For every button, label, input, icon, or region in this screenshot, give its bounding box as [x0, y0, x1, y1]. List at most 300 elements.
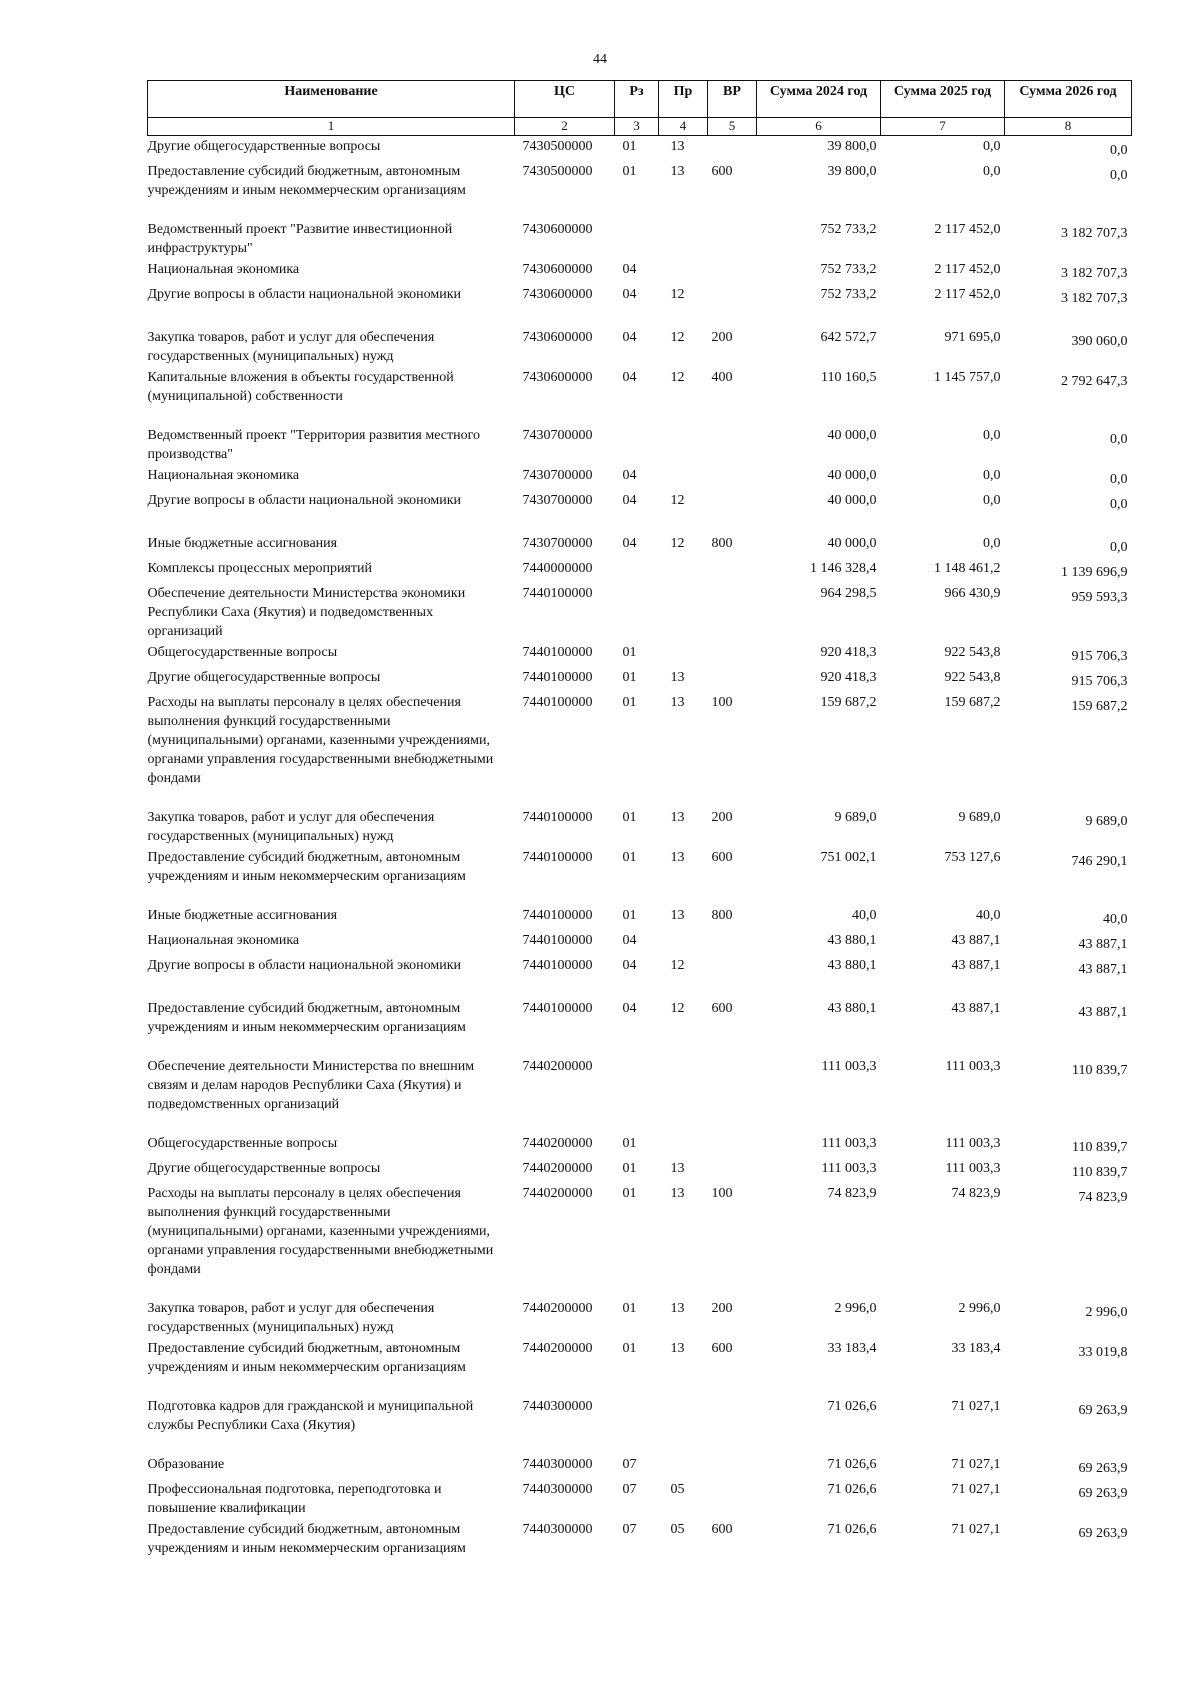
- row-vr-cell: [708, 1479, 757, 1519]
- row-sum-2025-cell: 2 117 452,0: [934, 222, 1001, 237]
- row-vr-cell: [708, 1158, 757, 1183]
- row-sum-2024-cell: 71 026,6: [827, 1399, 877, 1414]
- row-cs-cell: 7430700000: [522, 428, 593, 443]
- row-name-cell: Общегосударственные вопросы: [147, 645, 338, 660]
- row-vr-cell: [708, 955, 757, 998]
- row-sum-2026-cell: 915 706,3: [1071, 649, 1128, 664]
- row-sum-2025-cell: 159 687,2: [944, 695, 1001, 710]
- row-vr-cell: 100: [711, 1186, 733, 1201]
- row-sum-2025-cell: 0,0: [983, 536, 1001, 551]
- row-rz-cell: [615, 583, 659, 642]
- row-vr-cell: 600: [711, 1341, 733, 1356]
- row-vr-cell: [708, 1396, 757, 1454]
- table-row: [148, 259, 1132, 284]
- table-body: [148, 136, 1132, 1560]
- table-row: [148, 1479, 1132, 1519]
- row-sum-2026-cell: 959 593,3: [1071, 590, 1128, 605]
- row-rz-cell: 04: [622, 536, 637, 551]
- row-sum-2024-cell: 71 026,6: [827, 1482, 877, 1497]
- row-sum-2026-cell: 915 706,3: [1071, 674, 1128, 689]
- row-sum-2026-cell: 1 139 696,9: [1061, 565, 1128, 580]
- row-sum-2024-cell: 40 000,0: [827, 428, 877, 443]
- row-vr-cell: 200: [711, 1301, 733, 1316]
- row-sum-2025-cell: 74 823,9: [951, 1186, 1001, 1201]
- row-pr-cell: 12: [670, 493, 685, 508]
- table-header-row: [148, 81, 1132, 118]
- row-cs-cell: 7440200000: [522, 1059, 593, 1074]
- row-cs-cell: 7440100000: [522, 586, 593, 601]
- row-sum-2025-cell: 111 003,3: [945, 1136, 1001, 1151]
- table-row: [148, 583, 1132, 642]
- row-sum-2026-cell: 110 839,7: [1072, 1063, 1128, 1078]
- row-sum-2025-cell: 9 689,0: [958, 810, 1001, 825]
- row-sum-2024-cell: 111 003,3: [821, 1136, 877, 1151]
- row-sum-2026-cell: 3 182 707,3: [1061, 266, 1128, 281]
- row-sum-2024-cell: 71 026,6: [827, 1457, 877, 1472]
- row-pr-cell: [659, 219, 708, 259]
- row-name-cell: Иные бюджетные ассигнования: [147, 536, 338, 551]
- row-sum-2025-cell: 922 543,8: [944, 670, 1001, 685]
- table-row: [148, 558, 1132, 583]
- row-cs-cell: 7440200000: [522, 1136, 593, 1151]
- row-rz-cell: 01: [622, 850, 637, 865]
- row-sum-2025-cell: 1 148 461,2: [934, 561, 1001, 576]
- table-row: [148, 490, 1132, 533]
- row-sum-2025-cell: 71 027,1: [951, 1482, 1001, 1497]
- row-sum-2024-cell: 43 880,1: [827, 933, 877, 948]
- row-rz-cell: 01: [622, 164, 637, 179]
- row-sum-2026-cell: 9 689,0: [1085, 814, 1128, 829]
- row-cs-cell: 7430600000: [522, 287, 593, 302]
- row-rz-cell: 04: [622, 1001, 637, 1016]
- column-number: 4: [659, 118, 708, 136]
- row-pr-cell: 13: [670, 1186, 685, 1201]
- row-sum-2025-cell: 0,0: [983, 468, 1001, 483]
- row-name-cell: Другие общегосударственные вопросы: [147, 1161, 381, 1176]
- row-vr-cell: [708, 1056, 757, 1133]
- row-pr-cell: 12: [670, 287, 685, 302]
- row-sum-2026-cell: 3 182 707,3: [1061, 226, 1128, 241]
- row-name-cell: Предоставление субсидий бюджетным, автономным учреждениям и иным некоммерческим организациям: [147, 1001, 466, 1035]
- row-cs-cell: 7440300000: [522, 1457, 593, 1472]
- row-rz-cell: 07: [622, 1482, 637, 1497]
- table-row: [148, 847, 1132, 905]
- row-sum-2026-cell: 0,0: [1110, 472, 1128, 487]
- row-sum-2025-cell: 0,0: [983, 139, 1001, 154]
- row-sum-2025-cell: 40,0: [976, 908, 1001, 923]
- row-sum-2024-cell: 964 298,5: [820, 586, 877, 601]
- row-sum-2025-cell: 111 003,3: [945, 1161, 1001, 1176]
- row-rz-cell: 04: [622, 468, 637, 483]
- row-sum-2025-cell: 71 027,1: [951, 1399, 1001, 1414]
- row-cs-cell: 7430600000: [522, 370, 593, 385]
- row-rz-cell: 04: [622, 933, 637, 948]
- row-name-cell: Предоставление субсидий бюджетным, автономным учреждениям и иным некоммерческим организациям: [147, 1341, 466, 1375]
- row-pr-cell: [659, 1056, 708, 1133]
- table-row: [148, 807, 1132, 847]
- row-rz-cell: [615, 1056, 659, 1133]
- row-sum-2024-cell: 39 800,0: [827, 164, 877, 179]
- row-pr-cell: 13: [670, 1301, 685, 1316]
- row-cs-cell: 7430700000: [522, 493, 593, 508]
- row-pr-cell: [659, 425, 708, 465]
- row-vr-cell: [708, 642, 757, 667]
- row-vr-cell: 600: [711, 164, 733, 179]
- column-number: 2: [515, 118, 615, 136]
- row-sum-2026-cell: 2 792 647,3: [1061, 374, 1128, 389]
- row-name-cell: Национальная экономика: [147, 933, 300, 948]
- row-pr-cell: 13: [670, 810, 685, 825]
- row-vr-cell: [708, 259, 757, 284]
- column-number: 1: [148, 118, 515, 136]
- table-row: [148, 1519, 1132, 1559]
- row-pr-cell: [659, 259, 708, 284]
- table-row: [148, 692, 1132, 807]
- row-sum-2024-cell: 920 418,3: [820, 645, 877, 660]
- row-sum-2026-cell: 0,0: [1110, 143, 1128, 158]
- row-pr-cell: 13: [670, 139, 685, 154]
- row-rz-cell: 01: [622, 670, 637, 685]
- table-row: [148, 327, 1132, 367]
- row-pr-cell: 05: [670, 1482, 685, 1497]
- row-vr-cell: 800: [711, 908, 733, 923]
- row-sum-2025-cell: 2 117 452,0: [934, 262, 1001, 277]
- row-cs-cell: 7440100000: [522, 645, 593, 660]
- row-name-cell: Национальная экономика: [147, 468, 300, 483]
- row-cs-cell: 7440100000: [522, 933, 593, 948]
- row-rz-cell: 07: [622, 1522, 637, 1537]
- row-cs-cell: 7430500000: [522, 164, 593, 179]
- row-rz-cell: 07: [622, 1457, 637, 1472]
- table-row: [148, 465, 1132, 490]
- row-sum-2025-cell: 971 695,0: [944, 330, 1001, 345]
- row-sum-2024-cell: 40,0: [852, 908, 877, 923]
- row-pr-cell: 12: [670, 536, 685, 551]
- row-sum-2025-cell: 43 887,1: [951, 933, 1001, 948]
- row-vr-cell: 600: [711, 1522, 733, 1537]
- row-name-cell: Другие вопросы в области национальной экономики: [147, 287, 462, 302]
- row-name-cell: Другие общегосударственные вопросы: [147, 139, 381, 154]
- row-rz-cell: 04: [622, 287, 637, 302]
- header-sum-2026: Сумма 2026 год: [1005, 81, 1132, 118]
- column-number: 6: [757, 118, 881, 136]
- row-sum-2026-cell: 69 263,9: [1078, 1526, 1128, 1541]
- row-name-cell: Обеспечение деятельности Министерства по внешним связям и делам народов Республики Саха (Якутия) и подведомственных организаций: [147, 1059, 475, 1112]
- row-sum-2024-cell: 110 160,5: [821, 370, 877, 385]
- row-rz-cell: 04: [622, 958, 637, 973]
- table-row: [148, 219, 1132, 259]
- row-sum-2026-cell: 40,0: [1103, 912, 1128, 927]
- row-sum-2025-cell: 43 887,1: [951, 1001, 1001, 1016]
- row-sum-2025-cell: 43 887,1: [951, 958, 1001, 973]
- row-sum-2025-cell: 33 183,4: [951, 1341, 1001, 1356]
- table-row: [148, 533, 1132, 558]
- row-rz-cell: [615, 1396, 659, 1454]
- row-sum-2026-cell: 2 996,0: [1085, 1305, 1128, 1320]
- row-rz-cell: 01: [622, 1186, 637, 1201]
- table-row: [148, 1158, 1132, 1183]
- row-rz-cell: 01: [622, 645, 637, 660]
- row-rz-cell: 01: [622, 1301, 637, 1316]
- row-cs-cell: 7430600000: [522, 330, 593, 345]
- row-sum-2025-cell: 111 003,3: [945, 1059, 1001, 1074]
- row-cs-cell: 7440200000: [522, 1186, 593, 1201]
- table-row: [148, 667, 1132, 692]
- row-sum-2024-cell: 43 880,1: [827, 958, 877, 973]
- row-pr-cell: 13: [670, 850, 685, 865]
- page-number: 44: [593, 52, 607, 67]
- row-name-cell: Капитальные вложения в объекты государственной (муниципальной) собственности: [147, 370, 454, 404]
- row-cs-cell: 7440000000: [522, 561, 593, 576]
- row-vr-cell: [708, 583, 757, 642]
- row-sum-2024-cell: 642 572,7: [820, 330, 877, 345]
- row-name-cell: Закупка товаров, работ и услуг для обеспечения государственных (муниципальных) нужд: [147, 1301, 435, 1335]
- row-cs-cell: 7440100000: [522, 695, 593, 710]
- table-row: [148, 905, 1132, 930]
- row-sum-2025-cell: 71 027,1: [951, 1522, 1001, 1537]
- row-sum-2024-cell: 71 026,6: [827, 1522, 877, 1537]
- row-vr-cell: [708, 465, 757, 490]
- row-name-cell: Предоставление субсидий бюджетным, автономным учреждениям и иным некоммерческим организациям: [147, 850, 466, 884]
- row-vr-cell: [708, 425, 757, 465]
- row-sum-2024-cell: 159 687,2: [820, 695, 877, 710]
- row-pr-cell: [659, 1454, 708, 1479]
- row-name-cell: Расходы на выплаты персоналу в целях обеспечения выполнения функций государственными (муниципальными) органами, казенными учреждениями, органами управления государственными внебюджетными фондами: [147, 1186, 494, 1277]
- row-vr-cell: 200: [711, 810, 733, 825]
- row-sum-2024-cell: 752 733,2: [820, 262, 877, 277]
- row-rz-cell: 01: [622, 810, 637, 825]
- header-rz: Рз: [615, 81, 659, 118]
- row-vr-cell: [708, 490, 757, 533]
- row-sum-2026-cell: 0,0: [1110, 497, 1128, 512]
- header-vr: ВР: [708, 81, 757, 118]
- row-pr-cell: 13: [670, 1341, 685, 1356]
- row-sum-2026-cell: 43 887,1: [1078, 937, 1128, 952]
- row-sum-2026-cell: 43 887,1: [1078, 1005, 1128, 1020]
- row-pr-cell: [659, 1396, 708, 1454]
- row-sum-2026-cell: 69 263,9: [1078, 1486, 1128, 1501]
- row-sum-2026-cell: 0,0: [1110, 432, 1128, 447]
- row-name-cell: Закупка товаров, работ и услуг для обеспечения государственных (муниципальных) нужд: [147, 810, 435, 844]
- row-pr-cell: [659, 1133, 708, 1158]
- row-name-cell: Закупка товаров, работ и услуг для обеспечения государственных (муниципальных) нужд: [147, 330, 435, 364]
- row-pr-cell: [659, 583, 708, 642]
- column-number: 7: [881, 118, 1005, 136]
- row-rz-cell: 01: [622, 1341, 637, 1356]
- row-cs-cell: 7430500000: [522, 139, 593, 154]
- row-sum-2026-cell: 746 290,1: [1071, 854, 1128, 869]
- row-cs-cell: 7440200000: [522, 1301, 593, 1316]
- row-cs-cell: 7440300000: [522, 1482, 593, 1497]
- row-pr-cell: 13: [670, 695, 685, 710]
- row-sum-2026-cell: 33 019,8: [1078, 1345, 1128, 1360]
- table-row: [148, 1338, 1132, 1396]
- row-pr-cell: 05: [670, 1522, 685, 1537]
- row-sum-2024-cell: 74 823,9: [827, 1186, 877, 1201]
- row-pr-cell: 12: [670, 370, 685, 385]
- row-sum-2026-cell: 0,0: [1110, 540, 1128, 555]
- row-vr-cell: [708, 667, 757, 692]
- row-name-cell: Образование: [147, 1457, 225, 1472]
- row-cs-cell: 7430700000: [522, 536, 593, 551]
- row-rz-cell: 04: [622, 370, 637, 385]
- row-name-cell: Другие вопросы в области национальной экономики: [147, 958, 462, 973]
- row-sum-2024-cell: 40 000,0: [827, 536, 877, 551]
- row-sum-2025-cell: 0,0: [983, 164, 1001, 179]
- row-rz-cell: [615, 425, 659, 465]
- row-cs-cell: 7440100000: [522, 908, 593, 923]
- column-number: 3: [615, 118, 659, 136]
- row-sum-2024-cell: 111 003,3: [821, 1059, 877, 1074]
- row-sum-2025-cell: 2 996,0: [958, 1301, 1001, 1316]
- row-pr-cell: 13: [670, 164, 685, 179]
- row-cs-cell: 7430600000: [522, 262, 593, 277]
- row-sum-2024-cell: 920 418,3: [820, 670, 877, 685]
- row-cs-cell: 7440100000: [522, 958, 593, 973]
- row-sum-2025-cell: 922 543,8: [944, 645, 1001, 660]
- row-cs-cell: 7440200000: [522, 1341, 593, 1356]
- row-name-cell: Другие вопросы в области национальной экономики: [147, 493, 462, 508]
- row-sum-2026-cell: 74 823,9: [1078, 1190, 1128, 1205]
- table-row: [148, 1183, 1132, 1298]
- table-row: [148, 642, 1132, 667]
- row-sum-2025-cell: 2 117 452,0: [934, 287, 1001, 302]
- row-cs-cell: 7440200000: [522, 1161, 593, 1176]
- row-rz-cell: 01: [622, 695, 637, 710]
- row-sum-2024-cell: 33 183,4: [827, 1341, 877, 1356]
- table-row: [148, 284, 1132, 327]
- row-name-cell: Подготовка кадров для гражданской и муниципальной службы Республики Саха (Якутия): [147, 1399, 474, 1433]
- row-sum-2024-cell: 751 002,1: [820, 850, 877, 865]
- row-cs-cell: 7440100000: [522, 850, 593, 865]
- row-name-cell: Ведомственный проект "Территория развития местного производства": [147, 428, 480, 462]
- row-cs-cell: 7430600000: [522, 222, 593, 237]
- row-cs-cell: 7430700000: [522, 468, 593, 483]
- row-vr-cell: 400: [711, 370, 733, 385]
- row-name-cell: Ведомственный проект "Развитие инвестиционной инфраструктуры": [147, 222, 453, 256]
- row-sum-2025-cell: 0,0: [983, 428, 1001, 443]
- table-column-number-row: [148, 118, 1132, 136]
- row-vr-cell: [708, 1133, 757, 1158]
- row-sum-2024-cell: 40 000,0: [827, 468, 877, 483]
- row-pr-cell: 13: [670, 670, 685, 685]
- row-name-cell: Иные бюджетные ассигнования: [147, 908, 338, 923]
- table-row: [148, 367, 1132, 425]
- table-row: [148, 425, 1132, 465]
- row-vr-cell: 100: [711, 695, 733, 710]
- table-row: [148, 161, 1132, 219]
- row-rz-cell: [615, 219, 659, 259]
- row-rz-cell: 04: [622, 262, 637, 277]
- row-sum-2025-cell: 0,0: [983, 493, 1001, 508]
- row-name-cell: Профессиональная подготовка, переподготовка и повышение квалификации: [147, 1482, 442, 1516]
- table-row: [148, 1454, 1132, 1479]
- row-sum-2025-cell: 71 027,1: [951, 1457, 1001, 1472]
- row-pr-cell: [659, 930, 708, 955]
- row-vr-cell: [708, 284, 757, 327]
- row-pr-cell: 12: [670, 330, 685, 345]
- row-sum-2025-cell: 753 127,6: [944, 850, 1001, 865]
- row-pr-cell: 13: [670, 1161, 685, 1176]
- column-number: 8: [1005, 118, 1132, 136]
- row-sum-2026-cell: 69 263,9: [1078, 1461, 1128, 1476]
- budget-table: [147, 80, 1132, 1559]
- table-row: [148, 1298, 1132, 1338]
- row-name-cell: Национальная экономика: [147, 262, 300, 277]
- row-vr-cell: 600: [711, 850, 733, 865]
- row-pr-cell: 13: [670, 908, 685, 923]
- row-rz-cell: [615, 558, 659, 583]
- row-name-cell: Расходы на выплаты персоналу в целях обеспечения выполнения функций государственными (муниципальными) органами, казенными учреждениями, органами управления государственными внебюджетными фондами: [147, 695, 494, 786]
- row-sum-2024-cell: 43 880,1: [827, 1001, 877, 1016]
- row-sum-2025-cell: 1 145 757,0: [934, 370, 1001, 385]
- header-sum-2025: Сумма 2025 год: [881, 81, 1005, 118]
- row-sum-2026-cell: 159 687,2: [1071, 699, 1128, 714]
- row-pr-cell: [659, 558, 708, 583]
- header-pr: Пр: [659, 81, 708, 118]
- row-sum-2026-cell: 110 839,7: [1072, 1165, 1128, 1180]
- row-cs-cell: 7440100000: [522, 1001, 593, 1016]
- row-cs-cell: 7440300000: [522, 1399, 593, 1414]
- row-sum-2024-cell: 111 003,3: [821, 1161, 877, 1176]
- table-row: [148, 930, 1132, 955]
- row-cs-cell: 7440100000: [522, 670, 593, 685]
- row-sum-2026-cell: 69 263,9: [1078, 1403, 1128, 1418]
- table-row: [148, 998, 1132, 1056]
- row-vr-cell: 200: [711, 330, 733, 345]
- row-pr-cell: [659, 465, 708, 490]
- row-sum-2024-cell: 9 689,0: [834, 810, 877, 825]
- row-vr-cell: [708, 1454, 757, 1479]
- row-cs-cell: 7440100000: [522, 810, 593, 825]
- header-sum-2024: Сумма 2024 год: [757, 81, 881, 118]
- row-rz-cell: 04: [622, 330, 637, 345]
- row-vr-cell: [708, 558, 757, 583]
- row-pr-cell: 12: [670, 958, 685, 973]
- table-row: [148, 1133, 1132, 1158]
- row-sum-2024-cell: 39 800,0: [827, 139, 877, 154]
- row-name-cell: Другие общегосударственные вопросы: [147, 670, 381, 685]
- row-rz-cell: 01: [622, 1136, 637, 1151]
- row-name-cell: Комплексы процессных мероприятий: [147, 561, 372, 576]
- row-sum-2025-cell: 966 430,9: [944, 586, 1001, 601]
- row-rz-cell: 01: [622, 908, 637, 923]
- row-name-cell: Предоставление субсидий бюджетным, автономным учреждениям и иным некоммерческим организациям: [147, 1522, 466, 1556]
- row-sum-2024-cell: 40 000,0: [827, 493, 877, 508]
- row-name-cell: Обеспечение деятельности Министерства экономики Республики Саха (Якутия) и подведомственных организаций: [147, 586, 466, 639]
- table-row: [148, 1056, 1132, 1133]
- row-rz-cell: 01: [622, 139, 637, 154]
- row-vr-cell: [708, 930, 757, 955]
- row-name-cell: Предоставление субсидий бюджетным, автономным учреждениям и иным некоммерческим организациям: [147, 164, 466, 198]
- row-sum-2024-cell: 1 146 328,4: [810, 561, 877, 576]
- row-sum-2026-cell: 0,0: [1110, 168, 1128, 183]
- row-vr-cell: 600: [711, 1001, 733, 1016]
- row-vr-cell: [708, 136, 757, 162]
- table-row: [148, 1396, 1132, 1454]
- table-row: [148, 955, 1132, 998]
- row-pr-cell: [659, 642, 708, 667]
- header-name: Наименование: [148, 81, 515, 118]
- column-number: 5: [708, 118, 757, 136]
- header-cs: ЦС: [515, 81, 615, 118]
- row-sum-2026-cell: 3 182 707,3: [1061, 291, 1128, 306]
- row-rz-cell: 04: [622, 493, 637, 508]
- row-cs-cell: 7440300000: [522, 1522, 593, 1537]
- row-rz-cell: 01: [622, 1161, 637, 1176]
- row-sum-2026-cell: 43 887,1: [1078, 962, 1128, 977]
- row-pr-cell: 12: [670, 1001, 685, 1016]
